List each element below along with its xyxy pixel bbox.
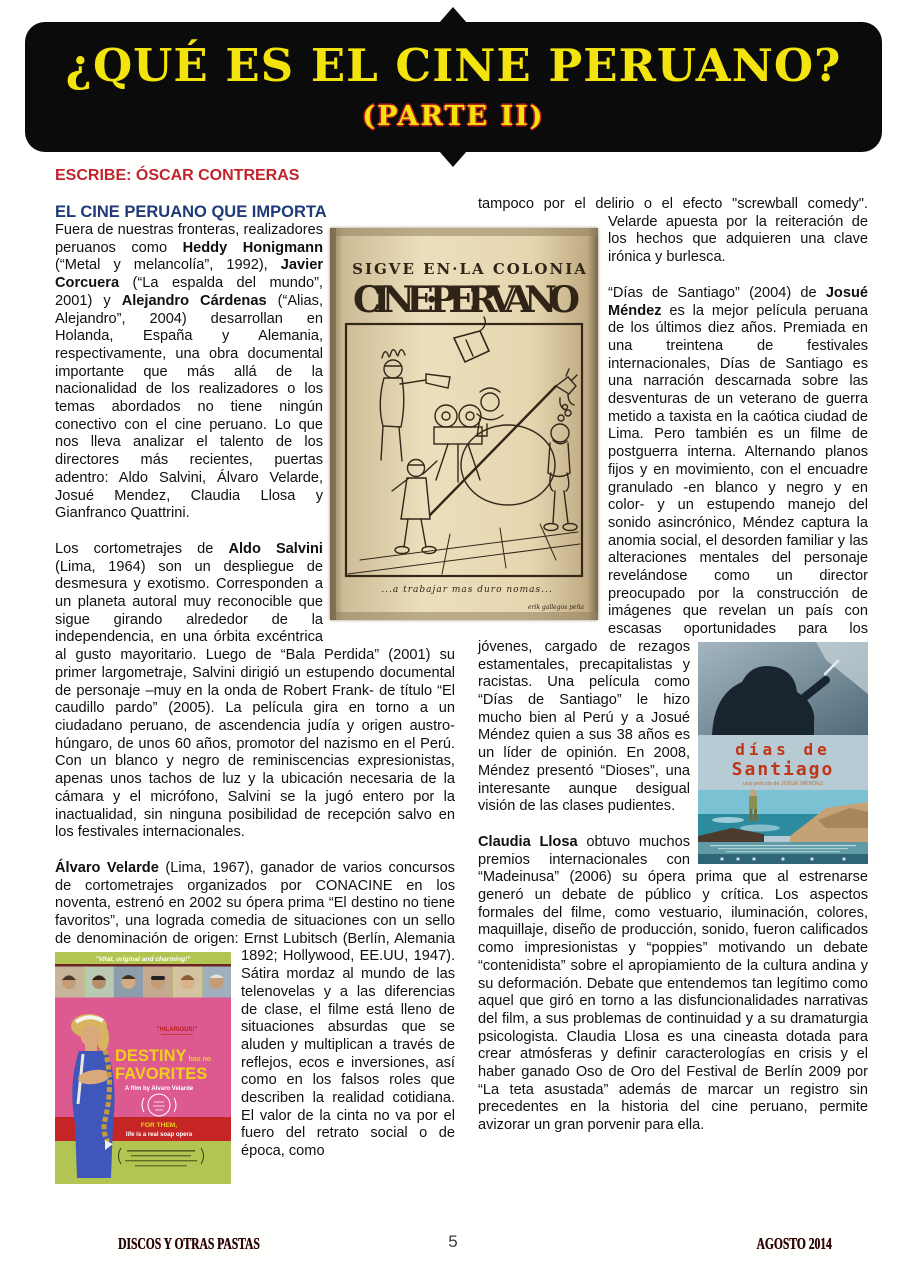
illustration-title: CINE·PERVANO	[353, 279, 581, 321]
dias-poster-art	[698, 642, 868, 864]
banner-bottom-spike-decoration	[439, 151, 467, 167]
dias-tagline: una película de JOSUÉ MÉNDEZ	[742, 780, 824, 787]
destiny-poster-art	[55, 952, 231, 1184]
banner-top-spike-decoration	[439, 7, 467, 23]
text-run: los jóvenes, cargado de rezagos estamentales, precapitalistas y racistas. Una película como “Días de Santiago” le hizo mucho bien al Perú y a Josué Méndez quien a sus 38 años es un líder de opinión. En 2008, Méndez presentó “Dioses”, una interesante aunque desigual visión de las clases pudientes.	[478, 621, 868, 815]
destiny-title-line1: DESTINY has no	[115, 1047, 212, 1066]
footer-publication-name: DISCOS Y OTRAS PASTAS	[118, 1234, 260, 1253]
cine-peruano-art	[330, 228, 598, 620]
section-heading: EL CINE PERUANO QUE IMPORTA	[55, 203, 327, 221]
illustration-signature: erik gallegos peña	[528, 604, 584, 611]
page-number: 5	[448, 1232, 458, 1251]
page-subtitle: (PARTE II)	[362, 101, 545, 132]
destiny-quote: "Vital, original and charming!"	[95, 956, 191, 964]
cine-peruano-illustration	[330, 228, 598, 620]
byline: ESCRIBE: ÓSCAR CONTRERAS	[55, 167, 300, 184]
dias-title-line1: días de	[735, 739, 831, 759]
paragraph-claudia-llosa: Claudia Llosa obtuvo muchos premios internacionales con “Madeinusa” (2006) su ópera prima que al estrenarse generó un debate de público y crítica. Los aspectos formales del filme, como vestuario, iluminación, colores, maquillaje, diseño de producción, sonido, fueron calificados como impresionistas y “poppies” motivando un debate “contenidista” sobre el apropiamiento de la cultura andina y su deformación. Debate que entendemos tan legítimo como aquel que giró en torno a las disfuncionalidades narrativas del film, a sus problemas de continuidad y a su dramaturgia psicologista. Claudia Llosa es una cineasta dotada para crear atmósferas y definir caracterologías en crisis y el haber ganado Oso de Oro del Festival de Berlín 2009 por “La teta asustada” además de marcar un registro sin precedentes en la historia del cine peruano, permite avizorar un gran porvenir para ella.	[478, 833, 868, 1134]
destiny-band-line1: FOR THEM,	[140, 1122, 178, 1130]
text-run: Álvaro Velarde (Lima, 1967), ganador de varios concursos de cortometrajes organizados por CONACINE en los noventa, estrenó en 2002 su ópera prima “El destino no tiene favoritos”, una lograda comedia de situaciones con un sello de denominación de origen: Ernst Lubitsch (Berlín, Alemania 1892;	[55, 859, 455, 965]
text-run: tampoco por el delirio o el efecto "screwball comedy".	[478, 196, 868, 212]
text-run: Velarde apuesta por la reiteración de los hechos que adquieren una clave irónica y burlesca.	[608, 213, 868, 266]
title-banner	[25, 22, 882, 152]
footer-issue-date: AGOSTO 2014	[756, 1234, 832, 1253]
illustration-bottom-caption: ...a trabajar mas duro nomas...	[381, 585, 553, 595]
text-run: “Días de Santiago” (2004) de Josué Méndez es la mejor película peruana de los últimos diez años. Premiada en una treintena de festivales internacionales, Días de Santiago es una narración descarnada sobre las desventuras de un veterano de guerra metido a taxista en la caótica ciudad de Lima. Pero también es un filme de postguerra interna. Alternando planos fijos y en movimiento, con el encuadre granulado -en blanco y negro y en color- y un estupendo manejo del sonido asincrónico, Méndez captura la anomia social, el desorden familiar y las alteraciones mentales del personaje revelándose como un director preocupado por la construcción de imágenes que revelan un país con escasas oportunidades para	[608, 284, 868, 638]
destiny-badge: "HILARIOUS!"	[156, 1027, 198, 1034]
destiny-photo-row	[55, 967, 231, 998]
destiny-credit: A film by Alvaro Velarde	[124, 1086, 194, 1093]
destiny-band-line2: life is a real soap opera	[125, 1132, 193, 1139]
dias-title-line2: Santiago	[731, 758, 835, 780]
destiny-title-line2: FAVORITES	[115, 1065, 208, 1084]
page-title: ¿QUÉ ES EL CINE PERUANO?	[65, 39, 842, 92]
text-run: Hollywood, EE.UU, 1947). Sátira mordaz al mundo de las telenovelas y a las diferencias de clase, el filme está lleno de situaciones absurdas que se aluden y multiplican a través de reflejos, ecos e inversiones, así como en los falsos roles que describen la realidad cotidiana. El valor de la cinta no va por el fuero del retrato social o de época, como	[241, 948, 455, 1160]
illustration-top-caption: SIGVE EN·LA COLONIA	[352, 260, 588, 278]
destiny-has-no-favorites-poster	[55, 952, 231, 1184]
dias-de-santiago-poster	[698, 642, 868, 864]
paragraph-alvaro-velarde	[55, 860, 455, 1161]
paragraph-aldo-salvini: Los cortometrajes de Aldo Salvini (Lima, 1964) son un despliegue de desmesura y exotismo. Corresponden a un planeta autoral muy reconocible que sigue girando alrededor de la independencia, en una órbita excéntrica al gusto mayoritario. Luego de “Bala Perdida” (2001) su primer largometraje, Salvini dirigió un estupendo documental de personaje –muy en la onda de Robert Frank- de título “El caudillo pardo” (2005). La película gira en torno a un ciudadano peruano, de ascendencia judía y origen austro-húngaro, de unos 60 años, promotor del nazismo en el Perú. Con un blanco y negro de reminiscencias expresionistas, apenas unos tachos de luz y la ubicación necesaria de la cámara y el micrófono, Salvini se la jugó entero por la inactualidad, sin ninguna posibilidad de recepción salvo en los festivales internacionales.	[55, 540, 455, 841]
paragraph-intro: Fuera de nuestras fronteras, realizadores peruanos como Heddy Honigmann (“Metal y melancolía”, 1992), Javier Corcuera (“La espalda del mundo”, 2001) y Alejandro Cárdenas (“Alias, Alejandro”, 2004) desarrollan en Holanda, España y Alemania, respectivamente, una obra documental importante que más allá de la nacionalidad de los realizadores o los temas abordados no tiene ningún conectivo con el cine peruano. Lo que nos lleva analizar el talento de los directores más recientes, puertas adentro: Aldo Salvini, Álvaro Velarde, Josué Mendez, Claudia Llosa y Gianfranco Quattrini.	[55, 222, 324, 522]
